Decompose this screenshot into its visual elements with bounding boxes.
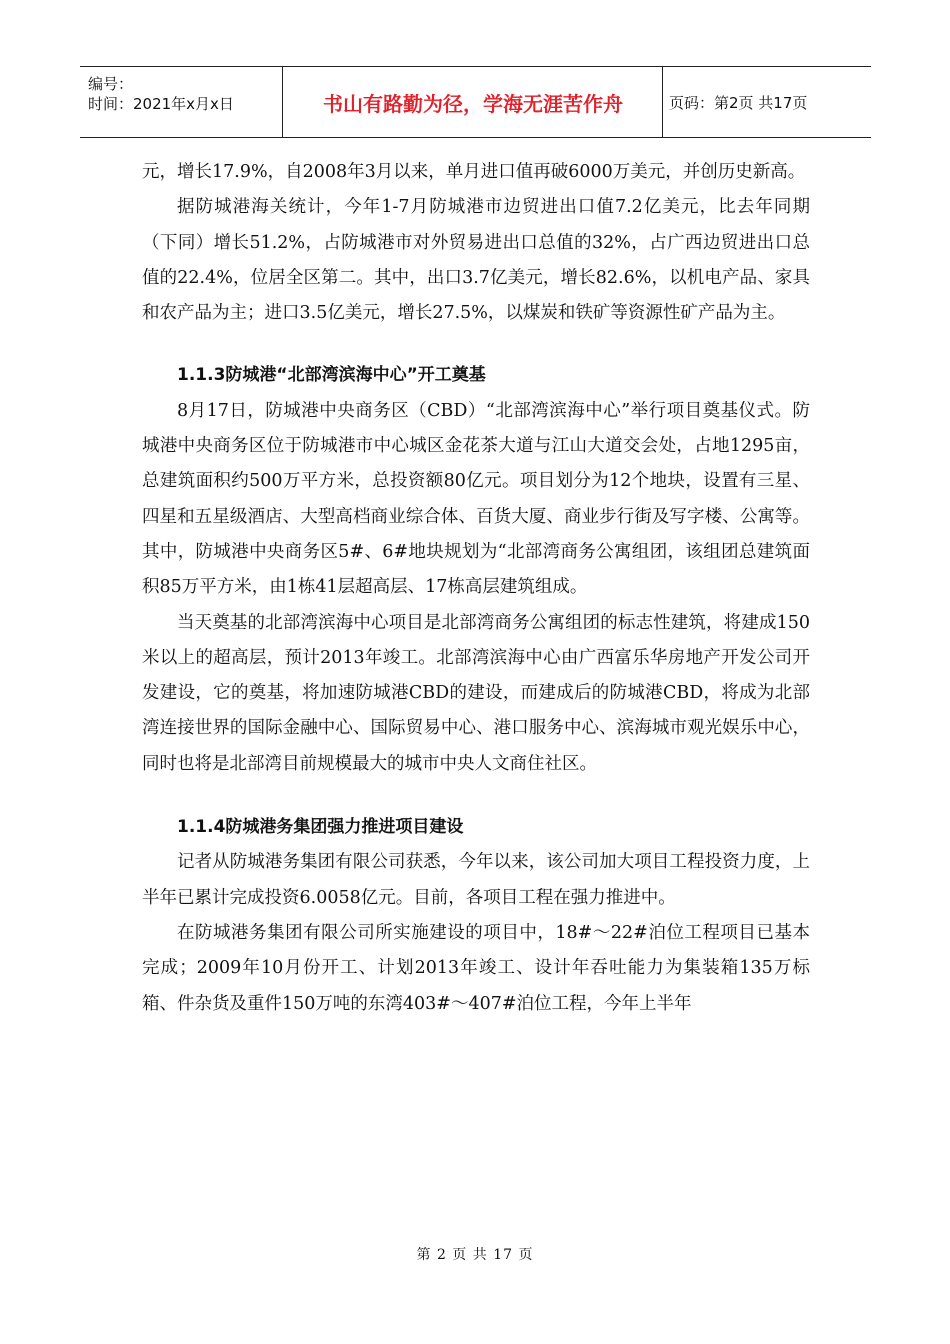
number-label: 编号：: [88, 75, 134, 93]
document-header: [80, 66, 871, 138]
header-motto: 书山有路勤为径，学海无涯苦作舟: [284, 67, 663, 137]
section-heading: 1.1.3防城港“北部湾滨海中心”开工奠基: [177, 365, 486, 386]
paragraph: 当天奠基的北部湾滨海中心项目是北部湾商务公寓组团的标志性建筑，将建成150米以上的超高层，预计2013年竣工。北部湾滨海中心由广西富乐华房地产开发公司开发建设，它的奠基，将加速防城港CBD的建设，而建成后的防城港CBD，将成为北部湾连接世界的国际金融中心、国际贸易中心、港口服务中心、滨海城市观光娱乐中心，同时也将是北部湾目前规模最大的城市中央人文商住社区。: [142, 612, 810, 774]
header-meta-cell: [80, 67, 283, 137]
section-heading: 1.1.4防城港务集团强力推进项目建设: [177, 817, 464, 838]
page-footer: 第 2 页 共 17 页: [416, 1247, 534, 1263]
paragraph: 记者从防城港务集团有限公司获悉，今年以来，该公司加大项目工程投资力度，上半年已累计完成投资6.0058亿元。目前，各项目工程在强力推进中。: [142, 852, 810, 908]
header-page-info: 页码：第2页 共17页: [669, 93, 808, 112]
paragraph: 在防城港务集团有限公司所实施建设的项目中，18#～22#泊位工程项目已基本完成；2009年10月份开工、计划2013年竣工、设计年吞吐能力为集装箱135万标箱、件杂货及重件150万吨的东湾403#～407#泊位工程，今年上半年: [142, 922, 810, 1014]
paragraph: 元，增长17.9%，自2008年3月以来，单月进口值再破6000万美元，并创历史新高。: [142, 162, 806, 182]
document-body: [142, 155, 810, 1022]
paragraph: 据防城港海关统计，今年1-7月防城港市边贸进出口值7.2亿美元，比去年同期（下同）增长51.2%，占防城港市对外贸易进出口总值的32%，占广西边贸进出口总值的22.4%，位居全区第二。其中，出口3.7亿美元，增长82.6%，以机电产品、家具和农产品为主；进口3.5亿美元，增长27.5%，以煤炭和铁矿等资源性矿产品为主。: [142, 197, 810, 324]
paragraph: 8月17日，防城港中央商务区（CBD）“北部湾滨海中心”举行项目奠基仪式。防城港中央商务区位于防城港市中心城区金花茶大道与江山大道交会处，占地1295亩，总建筑面积约500万平方米，总投资额80亿元。项目划分为12个地块，设置有三星、四星和五星级酒店、大型高档商业综合体、百货大厦、商业步行街及写字楼、公寓等。其中，防城港中央商务区5#、6#地块规划为“北部湾商务公寓组团，该组团总建筑面积85万平方米，由1栋41层超高层、17栋高层建筑组成。: [142, 400, 810, 598]
date-line: 时间：2021年x月x日: [88, 95, 234, 113]
